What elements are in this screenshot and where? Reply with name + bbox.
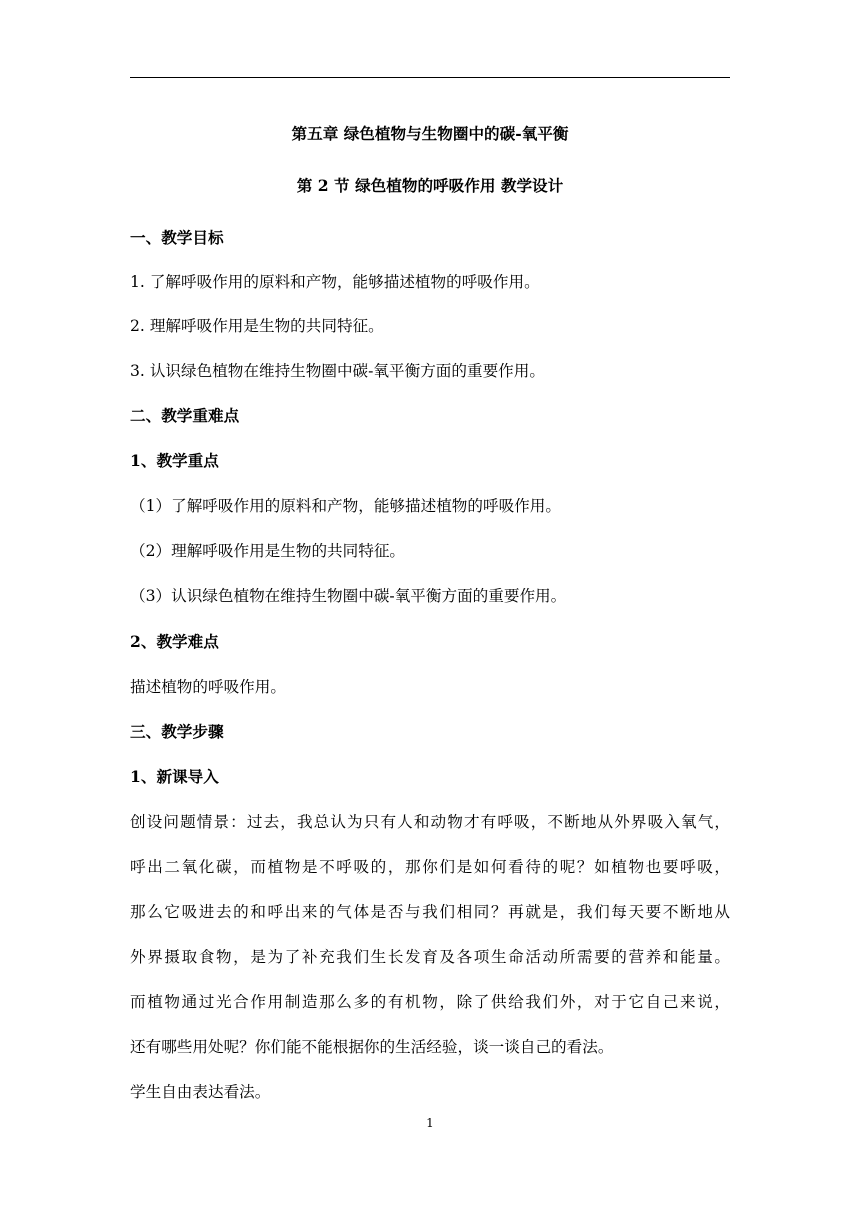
- section-heading-steps: 三、教学步骤: [130, 722, 224, 741]
- paragraph-line: 还有哪些用处呢？你们能不能根据你的生活经验，谈一谈自己的看法。: [130, 1038, 614, 1056]
- header-rule: [130, 77, 730, 78]
- subheading-key-point: 1、教学重点: [130, 451, 219, 470]
- paragraph-line: 而植物通过光合作用制造那么多的有机物，除了供给我们外，对于它自己来说，: [130, 993, 730, 1011]
- objective-item-2: 2. 理解呼吸作用是生物的共同特征。: [130, 317, 384, 335]
- lesson-subtitle: 第 2 节 绿色植物的呼吸作用 教学设计: [296, 176, 564, 195]
- difficulty-text: 描述植物的呼吸作用。: [130, 678, 286, 696]
- paragraph-line: 外界摄取食物，是为了补充我们生长发育及各项生命活动所需要的营养和能量。: [130, 948, 730, 966]
- objective-item-3: 3. 认识绿色植物在维持生物圈中碳-氧平衡方面的重要作用。: [130, 362, 545, 380]
- subheading-difficulty: 2、教学难点: [130, 632, 219, 651]
- objective-item-1: 1. 了解呼吸作用的原料和产物，能够描述植物的呼吸作用。: [130, 273, 540, 291]
- key-point-item-1: （1）了解呼吸作用的原料和产物，能够描述植物的呼吸作用。: [130, 497, 561, 515]
- paragraph-line: 那么它吸进去的和呼出来的气体是否与我们相同？再就是，我们每天要不断地从: [130, 903, 730, 921]
- paragraph-line: 创设问题情景：过去，我总认为只有人和动物才有呼吸，不断地从外界吸入氧气，: [130, 813, 730, 831]
- paragraph-line: 呼出二氧化碳，而植物是不呼吸的，那你们是如何看待的呢？如植物也要呼吸，: [130, 858, 730, 876]
- student-response-line: 学生自由表达看法。: [130, 1083, 271, 1101]
- section-heading-key-points: 二、教学重难点: [130, 406, 240, 425]
- subheading-introduction: 1、新课导入: [130, 767, 219, 786]
- key-point-item-2: （2）理解呼吸作用是生物的共同特征。: [130, 542, 406, 560]
- key-point-item-3: （3）认识绿色植物在维持生物圈中碳-氧平衡方面的重要作用。: [130, 587, 567, 605]
- page-number: 1: [426, 1116, 434, 1130]
- section-heading-objectives: 一、教学目标: [130, 228, 224, 247]
- chapter-title: 第五章 绿色植物与生物圈中的碳-氧平衡: [291, 124, 569, 143]
